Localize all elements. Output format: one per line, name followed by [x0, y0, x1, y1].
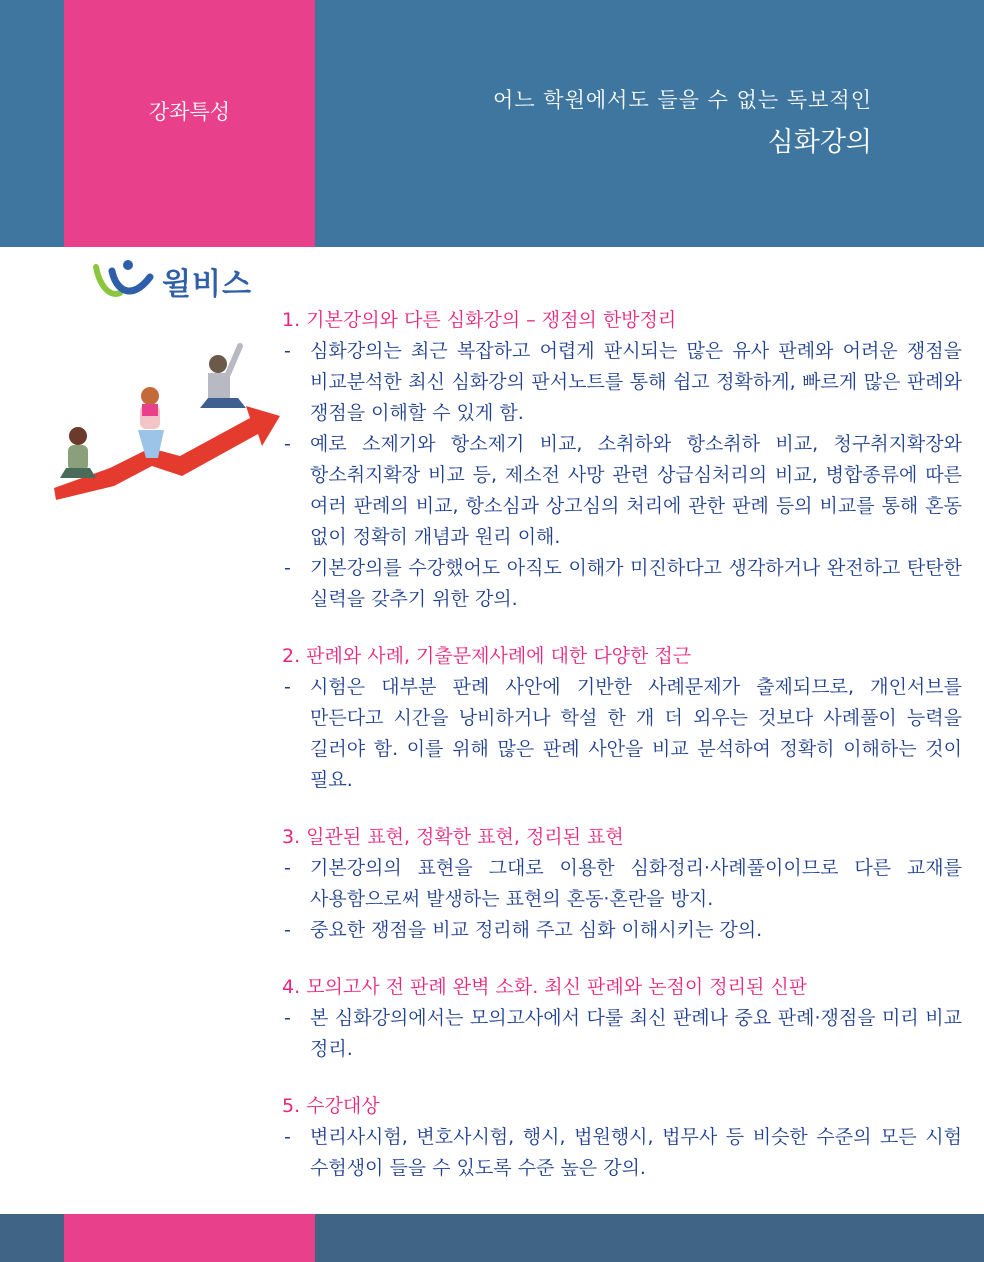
logo-text: 윌비스: [162, 267, 252, 302]
list-item: - 기본강의의 표현을 그대로 이용한 심화정리·사례풀이이므로 다른 교재를 사용함으로써 발생하는 표현의 혼동·혼란을 방지.: [284, 857, 962, 910]
section-2: [282, 641, 962, 796]
list-item: - 중요한 쟁점을 비교 정리해 주고 심화 이해시키는 강의.: [284, 919, 763, 941]
section-1: [282, 305, 962, 615]
content-area: [282, 305, 962, 1184]
list-item: - 심화강의는 최근 복잡하고 어렵게 판시되는 많은 유사 판례와 어려운 쟁점을 비교분석한 최신 심화강의 판서노트를 통해 쉽고 정확하게, 빠르게 많은 판례와 쟁점을 이해할 수 있게 함.: [284, 340, 962, 424]
header-title: 심화강의: [767, 127, 872, 158]
section-5: [282, 1091, 962, 1184]
section-title: 4. 모의고사 전 판례 완벽 소화. 최신 판례와 논점이 정리된 신판: [282, 976, 808, 998]
list-item: - 예로 소제기와 항소제기 비교, 소취하와 항소취하 비교, 청구취지확장와 항소취지확장 비교 등, 제소전 사망 관련 상급심처리의 비교, 병합종류에 따른 여러 판례의 비교, 항소심과 상고심의 처리에 관한 판례 등의 비교를 통해 혼동 없이 정확히 개념과 원리 이해.: [284, 433, 962, 548]
footer-accent-block: [64, 1214, 315, 1262]
header-label: 강좌특성: [148, 100, 231, 124]
section-title: 5. 수강대상: [282, 1095, 380, 1117]
section-4: [282, 972, 962, 1065]
list-item: - 변리사시험, 변호사시험, 행시, 법원행시, 법무사 등 비슷한 수준의 모든 시험 수험생이 들을 수 있도록 수준 높은 강의.: [284, 1126, 962, 1179]
list-item: - 본 심화강의에서는 모의고사에서 다룰 최신 판례나 중요 판례·쟁점을 미리 비교 정리.: [284, 1007, 962, 1060]
list-item: - 기본강의를 수강했어도 아직도 이해가 미진하다고 생각하거나 완전하고 탄탄한 실력을 갖추기 위한 강의.: [284, 557, 962, 610]
header-subtitle: 어느 학원에서도 들을 수 없는 독보적인: [493, 88, 872, 112]
section-title: 3. 일관된 표현, 정확한 표현, 정리된 표현: [282, 826, 624, 848]
section-3: [282, 822, 962, 946]
section-title: 1. 기본강의와 다른 심화강의 – 쟁점의 한방정리: [282, 309, 677, 331]
students-climbing-arrow-illustration: [50, 338, 286, 500]
section-title: 2. 판례와 사례, 기출문제사례에 대한 다양한 접근: [282, 645, 692, 667]
list-item: - 시험은 대부분 판례 사안에 기반한 사례문제가 출제되므로, 개인서브를 만든다고 시간을 낭비하거나 학설 한 개 더 외우는 것보다 사례풀이 능력을 길러야 함. 이를 위해 많은 판례 사안을 비교 분석하여 정확히 이해하는 것이 필요.: [284, 676, 962, 791]
